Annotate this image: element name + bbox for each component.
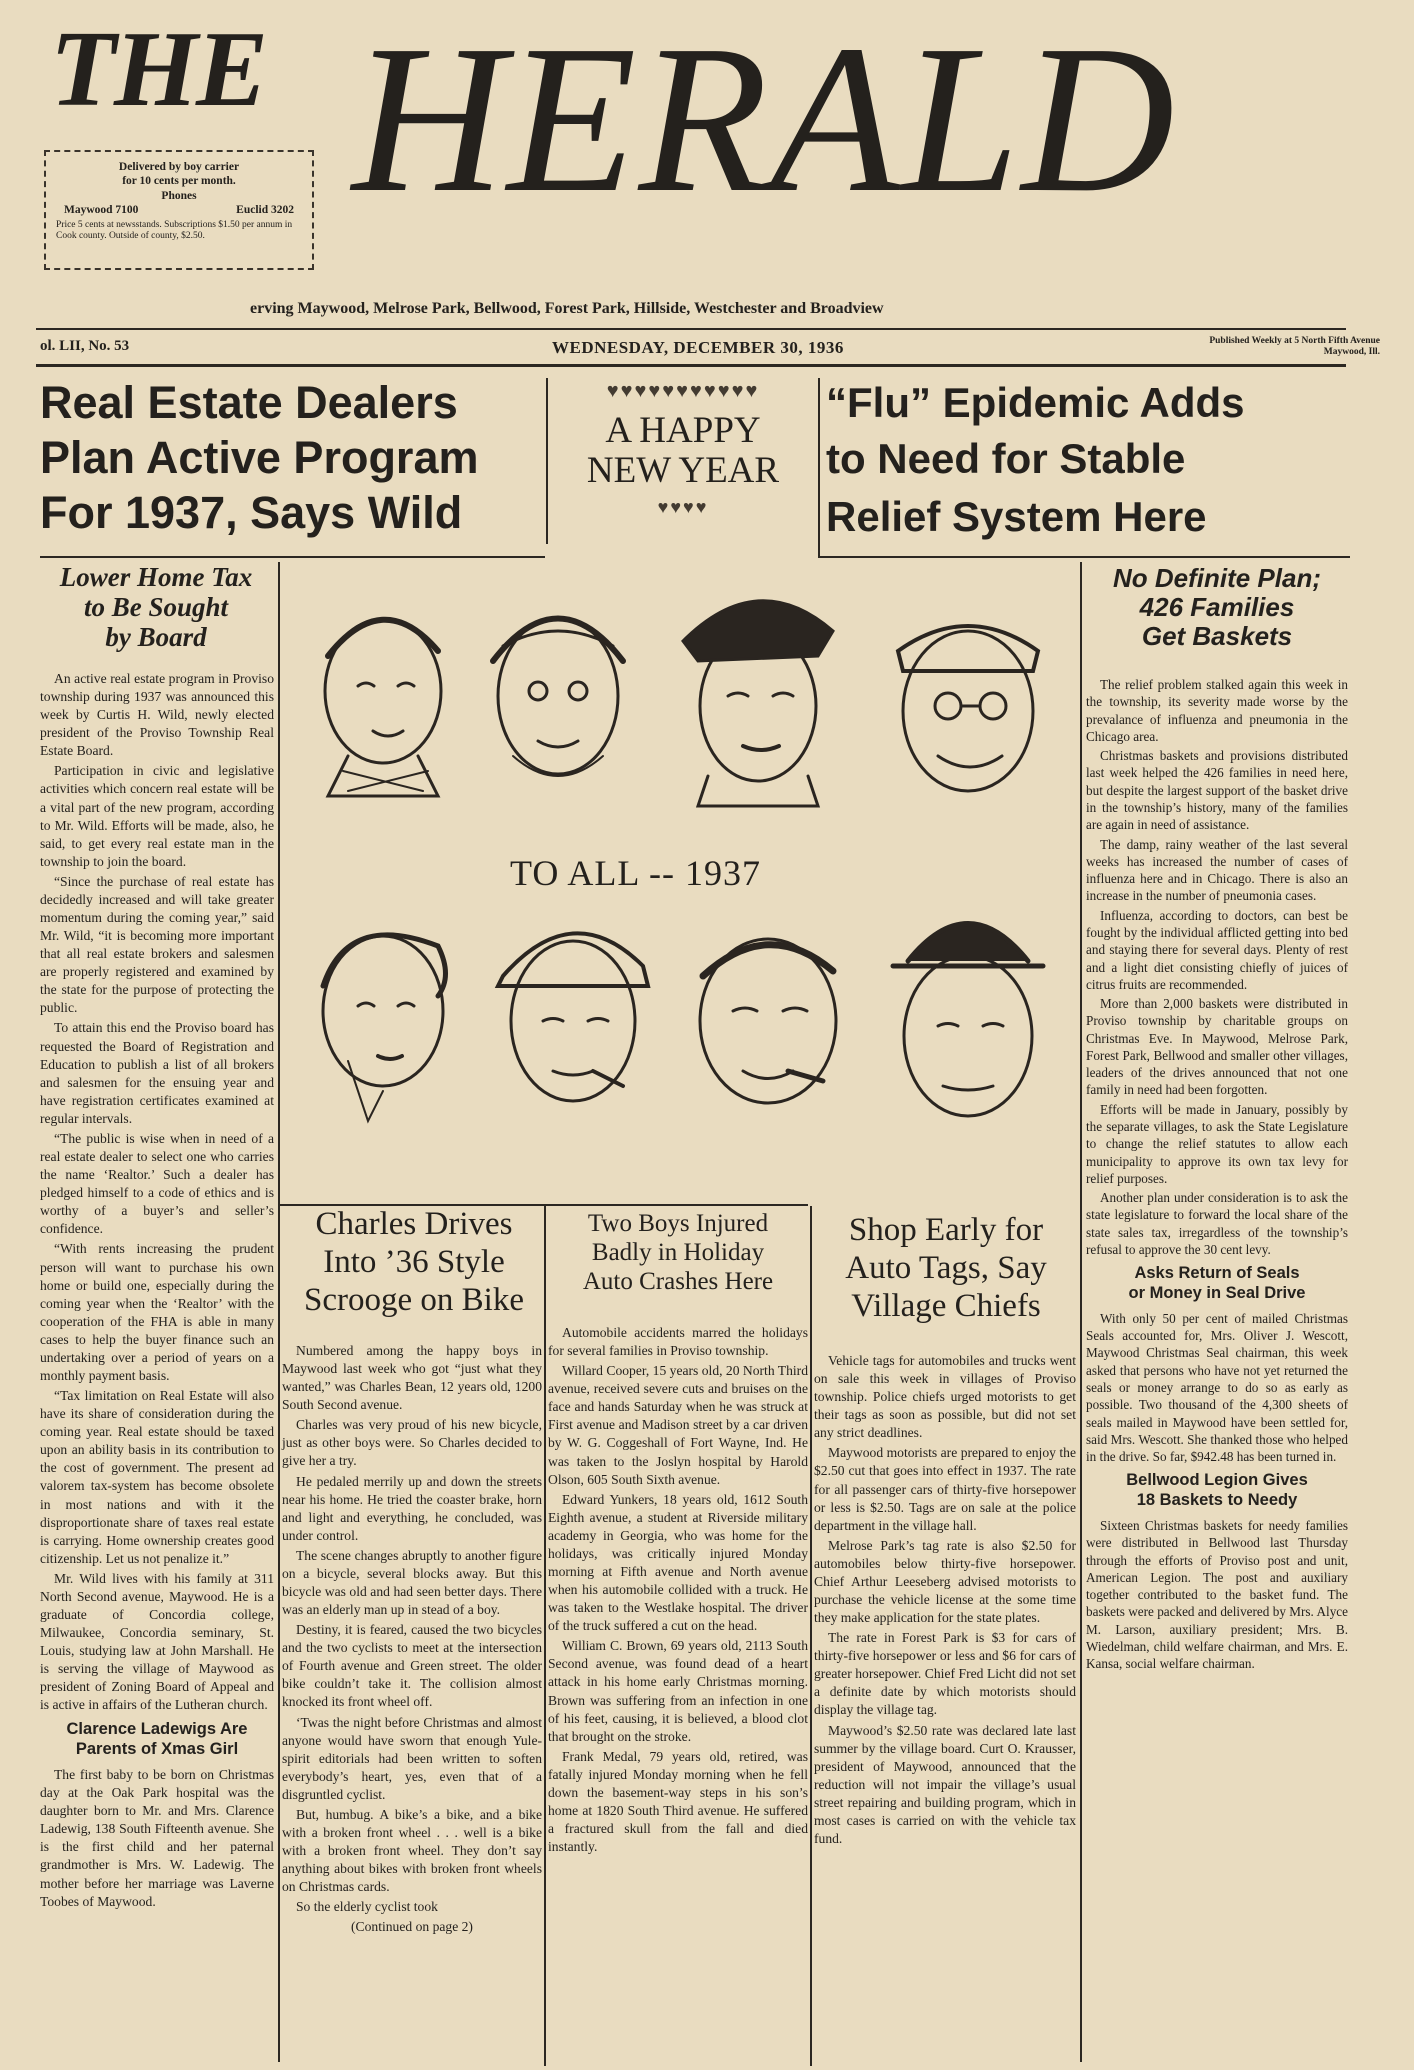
- headline-flu-1: “Flu” Epidemic Adds: [826, 380, 1245, 426]
- right-subhead: [1086, 564, 1348, 651]
- face-young-woman: [323, 935, 446, 1121]
- left-subhead-2: to Be Sought: [83, 592, 229, 623]
- column-rule: [1080, 562, 1082, 2062]
- face-old-woman-bonnet: [493, 618, 623, 776]
- phone-maywood: Maywood 7100: [64, 204, 139, 217]
- charles-headline-1: Charles Drives: [315, 1206, 513, 1242]
- ladewig-headline-2: Parents of Xmas Girl: [75, 1740, 239, 1759]
- volume-number: ol. LII, No. 53: [40, 338, 130, 354]
- article-paragraph: “With rents increasing the prudent person will want to purchase his own home or build one, especially during the coming year when the ‘Realtor’ with the cooperation of the FHA is able in many cases to help the buyer finance such an undertaking over a period of years on a monthly payment basis.: [40, 1241, 274, 1383]
- article-paragraph: Christmas baskets and provisions distributed last week helped the 426 families in need here, but despite the largest support of the basket drive in the township’s history, many of the families are again in need of assistance.: [1086, 748, 1348, 833]
- delivery-line-2: for 10 cents per month.: [122, 175, 236, 188]
- right-subhead-1: No Definite Plan;: [1112, 564, 1321, 593]
- legion-headline: [1086, 1471, 1348, 1511]
- delivery-line-1: Delivered by boy carrier: [118, 161, 240, 173]
- shop-early-headline-2: Auto Tags, Say: [845, 1249, 1047, 1286]
- two-boys-headline: [548, 1210, 808, 1296]
- heart-small-icon: ♥♥♥♥: [657, 496, 709, 517]
- headline-real-estate-3: For 1937, Says Wild: [40, 488, 463, 538]
- right-subhead-2: 426 Families: [1139, 592, 1295, 623]
- shop-early-headline-3: Village Chiefs: [851, 1287, 1041, 1324]
- article-paragraph: To attain this end the Proviso board has requested the Board of Registration and Education to publish a list of all brokers and salesmen for the ensuing year and have registration certificates examined at regular intervals.: [40, 1020, 274, 1126]
- article-paragraph: Mr. Wild lives with his family at 311 North Second avenue, Maywood. He is a graduate of Concordia college, Milwaukee, Concordia seminary, St. Louis, studying law at John Marshall. He is serving the village of Maywood as president of Zoning Board of Appeal and is active in affairs of the Lutheran church.: [40, 1570, 274, 1713]
- seals-headline: [1086, 1264, 1348, 1304]
- ladewig-headline: [40, 1720, 274, 1760]
- masthead-rule-top: [36, 328, 1346, 330]
- to-all-1937: TO ALL -- 1937: [510, 853, 761, 893]
- legion-headline-2: 18 Baskets to Needy: [1136, 1491, 1298, 1510]
- article-paragraph: The scene changes abruptly to another figure on a bicycle, several blocks away. But this bicycle was old and had seen better days. There was an elderly man up in stead of a boy.: [282, 1547, 542, 1618]
- article-paragraph: The rate in Forest Park is $3 for cars of thirty-five horsepower or less and $6 for cars of greater horsepower. Chief Fred Licht did not set a definite date by which motorists should display the village tag.: [814, 1630, 1076, 1718]
- right-column-text: [1086, 676, 1348, 2060]
- heart-row-icon: ♥♥♥♥♥♥♥♥♥♥♥: [606, 380, 760, 402]
- article-paragraph: “The public is wise when in need of a real estate dealer to select one who carries the name ‘Realtor.’ Such a dealer has pledged himself to a code of ethics and is worthy of a buyer’s and seller’s confidence.: [40, 1130, 274, 1237]
- article-paragraph: Destiny, it is feared, caused the two bicycles and the two cyclists to meet at the intersection of Fourth avenue and Green street. The older bike couldn’t take it. The collision almost knocked its front wheel off.: [282, 1622, 542, 1710]
- headline-real-estate-1: Real Estate Dealers: [40, 378, 458, 428]
- shop-early-headline-1: Shop Early for: [848, 1212, 1044, 1248]
- two-boys-headline-1: Two Boys Injured: [587, 1210, 769, 1237]
- publisher-line-1: Published Weekly at 5 North Fifth Avenue: [1209, 336, 1380, 346]
- face-conductor-glasses: [898, 626, 1038, 791]
- article-paragraph: More than 2,000 baskets were distributed in Proviso township by charitable groups on Christmas Eve. In Maywood, Melrose Park, Forest Park, Bellwood and smaller other villages, leaders of the drives announced that not one family in need had been forgotten.: [1086, 996, 1348, 1098]
- publisher-line-2: Maywood, Ill.: [1323, 346, 1380, 357]
- phone-euclid: Euclid 3202: [236, 204, 294, 217]
- charles-story-text: [278, 1342, 542, 2054]
- left-subhead-1: Lower Home Tax: [59, 562, 253, 592]
- column-rule: [546, 378, 548, 544]
- headline-flu-2: to Need for Stable: [826, 436, 1186, 482]
- article-paragraph: ‘Twas the night before Christmas and almost anyone would have sworn that enough Yule-spirit editorials had been written to soften everybody’s heart, yes, even that of a disgruntled cyclist.: [282, 1714, 542, 1802]
- article-paragraph: Frank Medal, 79 years old, retired, was fatally injured Monday morning when he fell down the basement-way steps in his son’s home at 1820 South Third avenue. He suffered a fractured skull from the fall and died instantly.: [548, 1748, 808, 1855]
- phones-title: Phones: [161, 189, 197, 202]
- right-subhead-3: Get Baskets: [1141, 621, 1293, 652]
- happy-line-1: A HAPPY: [605, 410, 761, 451]
- two-boys-headline-3: Auto Crashes Here: [582, 1267, 774, 1295]
- legion-headline-1: Bellwood Legion Gives: [1126, 1471, 1308, 1490]
- article-paragraph: William C. Brown, 69 years old, 2113 South Second avenue, was found dead of a heart attack in his home early Christmas morning. Brown was suffering from an infection in one of his feet, causing, it is believed, a blood clot that brought on the stroke.: [548, 1638, 808, 1744]
- article-paragraph: He pedaled merrily up and down the streets near his home. He tried the coaster brake, horn and light and everything, he concluded, was under control.: [282, 1473, 542, 1543]
- seals-headline-2: or Money in Seal Drive: [1128, 1284, 1306, 1303]
- article-paragraph: Charles was very proud of his new bicycle, just as other boys were. So Charles decided to give her a try.: [282, 1417, 542, 1469]
- article-paragraph: Influenza, according to doctors, can best be fought by the individual afflicted getting into bed and staying there for several days. Plenty of rest and a light diet consisting chiefly of juices of citrus fruits are recommended.: [1086, 907, 1348, 992]
- charles-headline: [284, 1206, 544, 1320]
- masthead-rule-bottom: [36, 364, 1346, 367]
- article-paragraph: Melrose Park’s tag rate is also $2.50 for automobiles below thirty-five horsepower. Chief Arthur Leeseberg advised motorists to purchase the vehicle license at the some time they make application for the state plates.: [814, 1537, 1076, 1626]
- headline-rule: [40, 556, 545, 558]
- article-paragraph: The relief problem stalked again this week in the township, its severity made worse by the prevalance of influenza and pneumonia in the Chicago area.: [1086, 677, 1348, 744]
- face-woman-hat: [325, 619, 441, 796]
- article-paragraph: Edward Yunkers, 18 years old, 1612 South Eighth avenue, a student at Riverside military academy in Georgia, who was home for the holidays, was critically injured Monday morning at Fifth avenue and North avenue when his automobile collided with a truck. He was taken to the Westlake hospital. The driver of the truck suffered a cut on the head.: [548, 1491, 808, 1634]
- left-subhead-3: by Board: [105, 622, 207, 653]
- article-paragraph: Maywood motorists are prepared to enjoy the $2.50 cut that goes into effect in 1937. The rate for all passenger cars of thirty-five horsepower or less is $2.50. Tags are on sale at the police department in the village hall.: [814, 1445, 1076, 1533]
- article-paragraph: The first baby to be born on Christmas day at the Oak Park hospital was the daughter born to Mr. and Mrs. Clarence Ladewig, 138 South Fifteenth avenue. She is the first child and her paternal grandmother is Mrs. W. Ladewig. The mother before her marriage was Laverne Toobes of Maywood.: [40, 1767, 274, 1909]
- charles-headline-2: Into ’36 Style: [323, 1243, 505, 1280]
- publisher-info: [1080, 336, 1380, 358]
- charles-headline-3: Scrooge on Bike: [304, 1281, 524, 1318]
- continued-note: (Continued on page 2): [351, 1919, 473, 1935]
- column-rule: [544, 1206, 546, 2066]
- two-boys-headline-2: Badly in Holiday: [591, 1238, 765, 1266]
- face-man-bowler: [893, 924, 1043, 1117]
- two-boys-story-text: [548, 1324, 808, 2056]
- phones-row: [56, 203, 302, 217]
- face-man-cigar: [700, 939, 836, 1103]
- ladewig-headline-1: Clarence Ladewigs Are: [66, 1720, 248, 1739]
- article-paragraph: Another plan under consideration is to ask the state legislature to forward the local share of the state sales tax, irregardless of the township’s refusal to approve the 30 cent levy.: [1086, 1190, 1348, 1257]
- article-paragraph: Efforts will be made in January, possibly by the separate villages, to ask the State Legislature to change the relief statutes to allow each municipality to approve its own tax levy for relief purposes.: [1086, 1101, 1348, 1186]
- article-paragraph: Vehicle tags for automobiles and trucks went on sale this week in villages of Proviso township. Police chiefs urged motorists to get their tags as soon as possible, but did not set any strict deadlines.: [814, 1353, 1076, 1441]
- article-paragraph: The damp, rainy weather of the last several weeks has increased the number of cases of influenza here and in Chicago. There is also an increase in the number of pneumonia cases.: [1086, 836, 1348, 904]
- happy-new-year-box: [556, 380, 810, 560]
- article-paragraph: Maywood’s $2.50 rate was declared late last summer by the village board. Curt O. Krausser, president of Maywood, announced that the reduction will not impair the village’s usual street repairing and building program, which in most cases is carried on with the vehicle tax fund.: [814, 1722, 1076, 1847]
- left-subhead: [40, 562, 272, 653]
- article-paragraph: “Since the purchase of real estate has decidedly increased and will take greater momentum during the coming year,” said Mr. Wild, “it is becoming more important that all real estate brokers and salesmen are properly registered and examined by the state for the purpose of protecting the public.: [40, 873, 274, 1016]
- left-column-text: [40, 670, 274, 2060]
- column-rule: [810, 1206, 812, 2066]
- article-paragraph: But, humbug. A bike’s a bike, and a bike with a broken front wheel . . . well is a bike with a broken front wheel. They don’t say anything about bikes with broken front wheels on Christmas cards.: [282, 1806, 542, 1895]
- masthead-the: THE: [50, 10, 267, 129]
- article-paragraph: “Tax limitation on Real Estate will also have its share of consideration during the coming year. Real estate should be taxed upon an ability basis in its contribution to the cost of government. The present ad valorem tax-system has become obsolete in most nations and with it the disproportionate share of taxes real estate is carrying. Home ownership creates good citizenship. Let us not penalize it.”: [40, 1388, 274, 1566]
- shop-early-story-text: [814, 1352, 1076, 2056]
- issue-date: WEDNESDAY, DECEMBER 30, 1936: [552, 338, 844, 357]
- shop-early-headline: [814, 1212, 1078, 1326]
- column-rule: [818, 378, 820, 558]
- seals-headline-1: Asks Return of Seals: [1134, 1264, 1300, 1283]
- article-paragraph: Participation in civic and legislative activities which concern real estate will be a vital part of the new program, according to Mr. Wild. Efforts will be made, also, he said, to get every real estate man in the township to join the board.: [40, 763, 274, 869]
- headline-flu-3: Relief System Here: [826, 494, 1207, 540]
- headline-real-estate-2: Plan Active Program: [40, 433, 479, 483]
- price-note: Price 5 cents at newsstands. Subscriptions $1.50 per annum in Cook county. Outside of county, $2.50.: [56, 219, 293, 242]
- masthead-herald: HERALD: [352, 1, 1177, 236]
- article-paragraph: Willard Cooper, 15 years old, 20 North Third avenue, received severe cuts and bruises on the face and hands Saturday when he was struck at First avenue and Madison street by a car driven by W. G. Coggeshall of Fort Wayne, Ind. He was taken to the Joslyn hospital by Harold Olson, 605 South Sixth avenue.: [548, 1363, 808, 1487]
- face-policeman: [683, 601, 833, 806]
- article-paragraph: Sixteen Christmas baskets for needy families were distributed in Bellwood last Thursday through the efforts of Proviso post and unit, American Legion. The post and auxiliary together contributed to the basket fund. The baskets were packed and delivered by Mrs. Alyce M. Larson, auxiliary president; Mrs. B. Wiedelman, child welfare chairman, and Mrs. E. Kansa, social welfare chairman.: [1086, 1518, 1348, 1672]
- article-paragraph: Automobile accidents marred the holidays for several families in Proviso township.: [548, 1325, 808, 1359]
- article-paragraph: Numbered among the happy boys in Maywood last week who got “just what they wanted,” was Charles Bean, 12 years old, 1200 South Second avenue.: [282, 1343, 542, 1413]
- delivery-info-box: [44, 150, 314, 270]
- headline-rule: [820, 556, 1350, 558]
- article-paragraph: So the elderly cyclist took: [296, 1899, 438, 1915]
- serving-line: erving Maywood, Melrose Park, Bellwood, Forest Park, Hillside, Westchester and Broadview: [250, 300, 884, 317]
- happy-line-2: NEW YEAR: [586, 449, 780, 491]
- article-paragraph: With only 50 per cent of mailed Christmas Seals accounted for, Mrs. Oliver J. Wescott, Maywood Christmas Seal chairman, this week asked that persons who have not yet returned the seals or money arrange to do so as early as possible. Two thousand of the 4,300 sheets of seals mailed in Maywood have been settled for, said Mrs. Wescott. She thanked those who helped in the drive. So far, $942.48 has been turned in.: [1086, 1310, 1348, 1465]
- face-man-cap: [498, 933, 648, 1101]
- article-paragraph: An active real estate program in Proviso township during 1937 was announced this week by Curtis H. Wild, newly elected president of the Proviso Township Real Estate Board.: [40, 671, 274, 759]
